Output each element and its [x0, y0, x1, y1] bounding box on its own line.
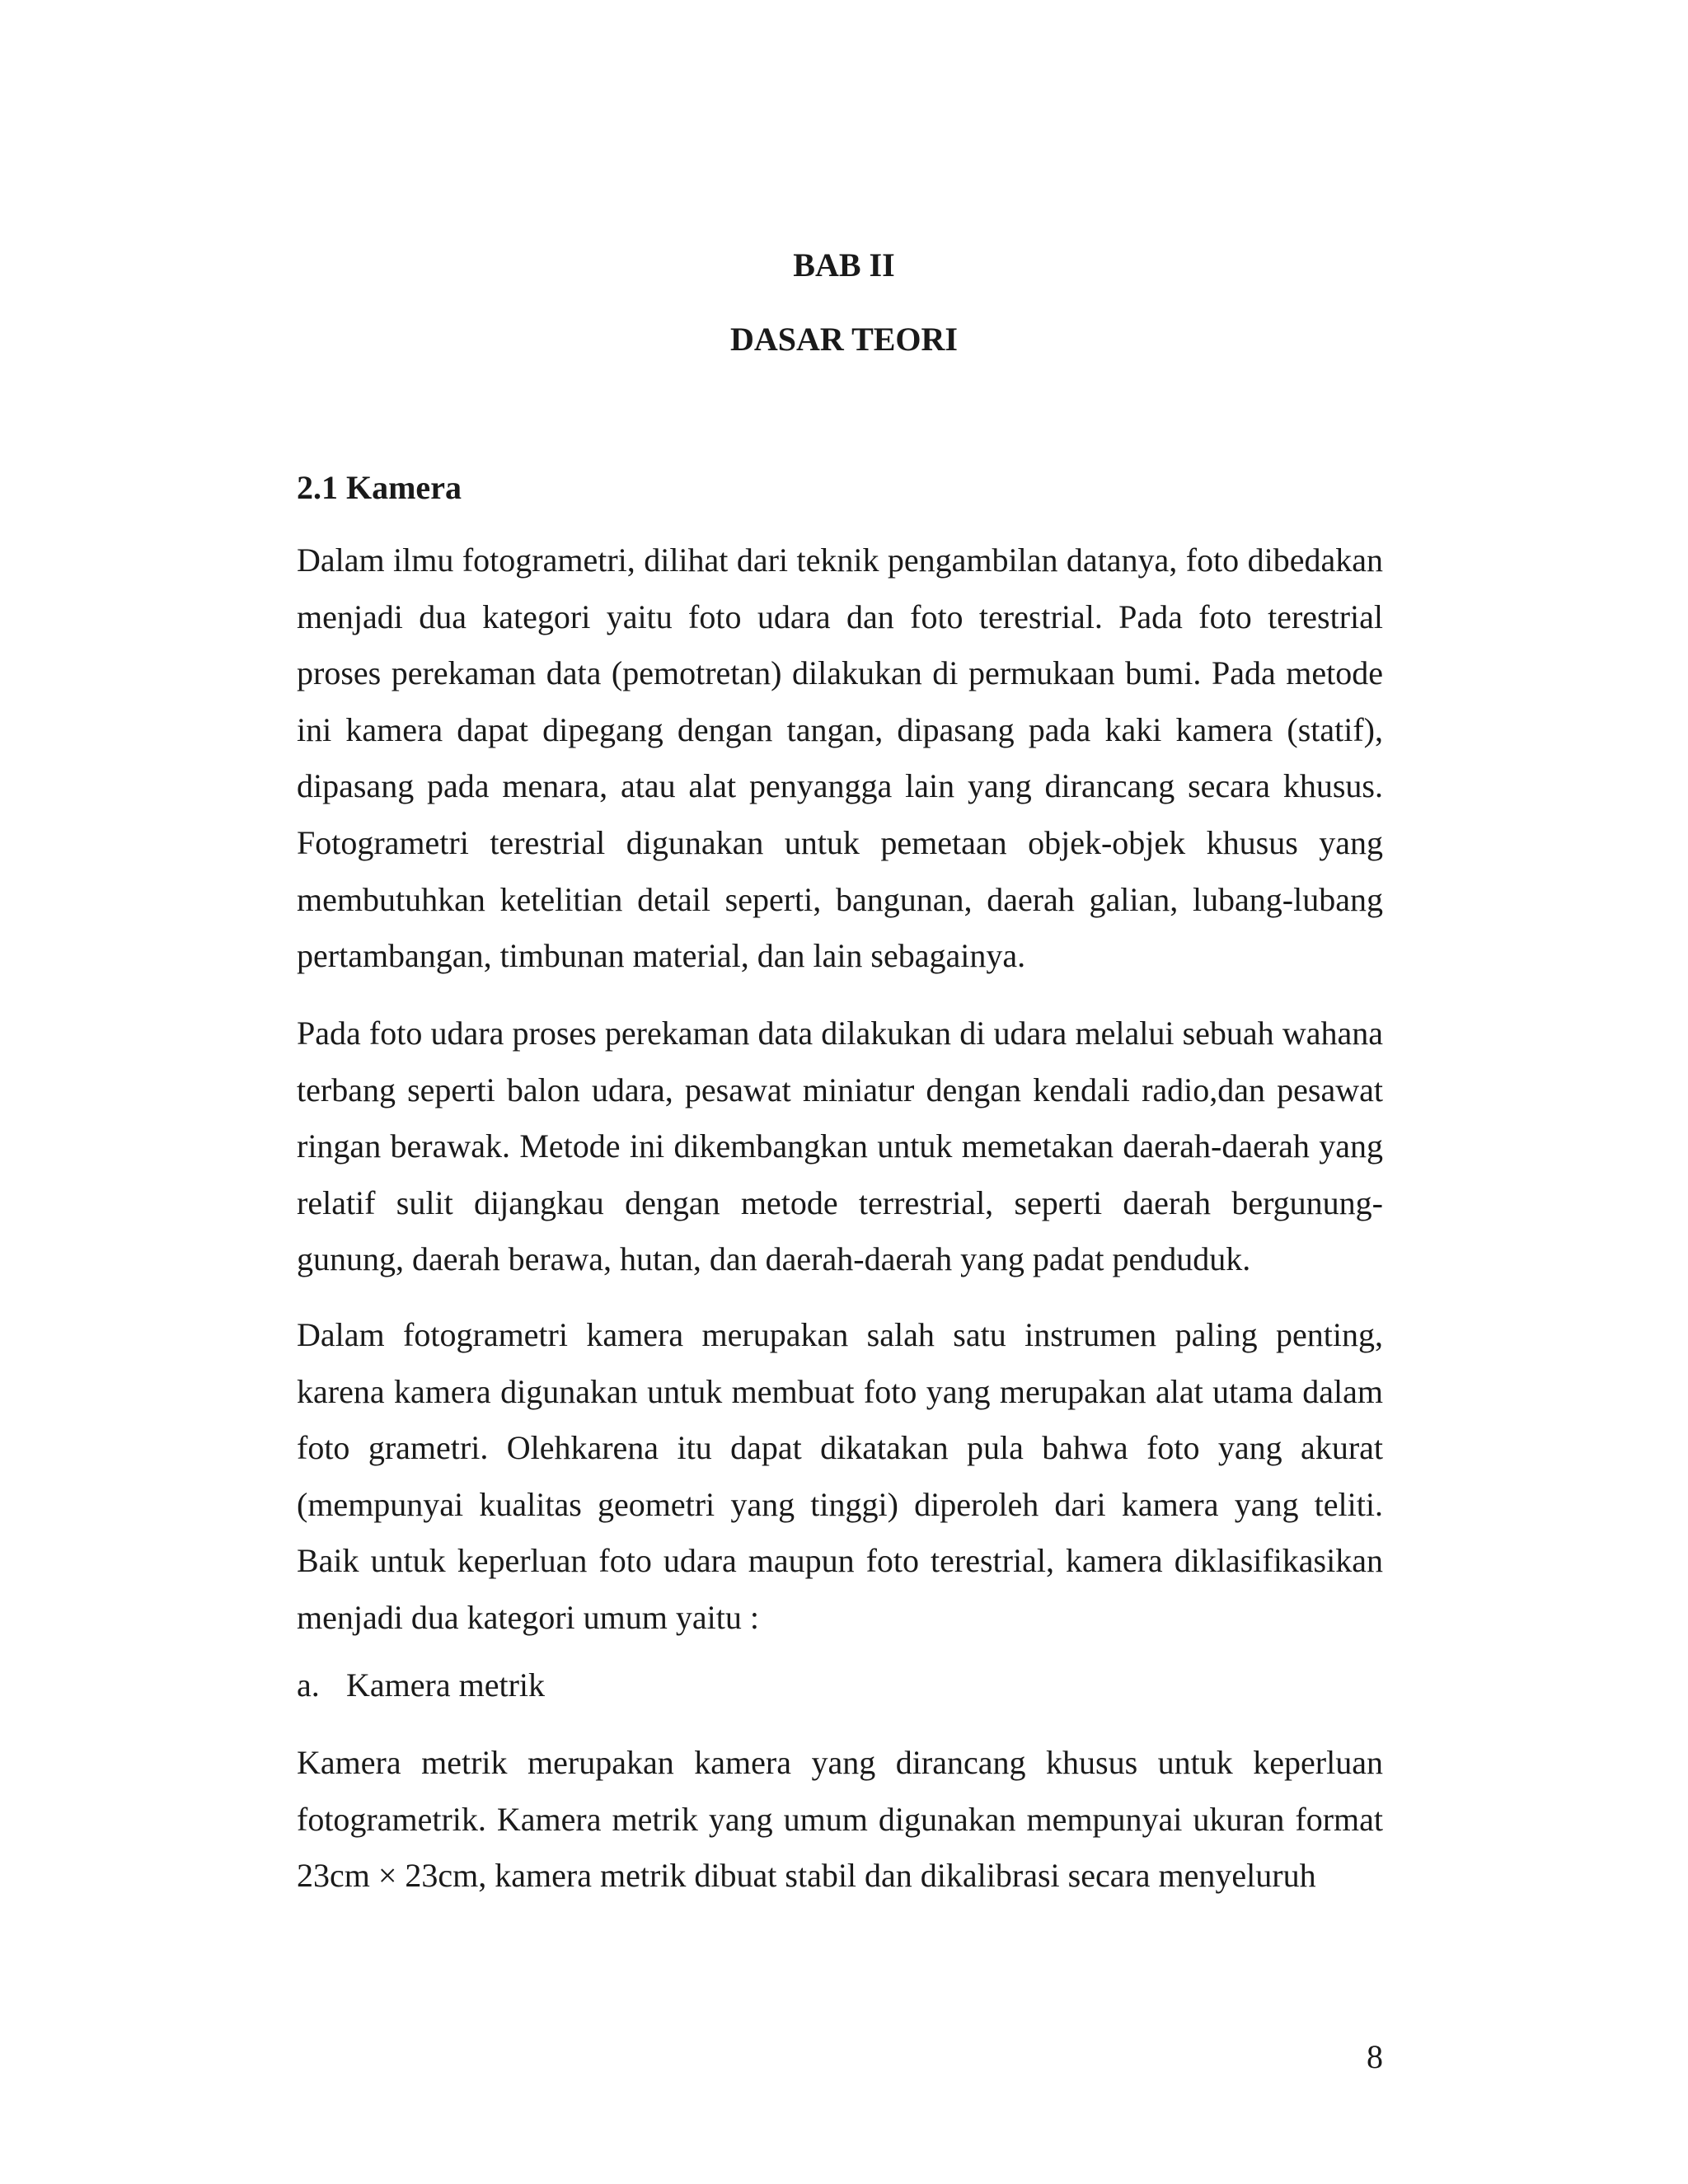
- list-item: [297, 1665, 545, 1706]
- body-paragraph: Pada foto udara proses perekaman data dilakukan di udara melalui sebuah wahana terbang seperti balon udara, pesawat miniatur dengan kendali radio,dan pesawat ringan berawak. Metode ini dikembangkan untuk memetakan daerah-daerah yang relatif sulit dijangkau dengan metode terrestrial, seperti daerah bergunung-gunung, daerah berawa, hutan, dan daerah-daerah yang padat penduduk.: [297, 1015, 1383, 1278]
- body-paragraph: Dalam fotogrametri kamera merupakan salah satu instrumen paling penting, karena kamera digunakan untuk membuat foto yang merupakan alat utama dalam foto grametri. Olehkarena itu dapat dikatakan pula bahwa foto yang akurat (mempunyai kualitas geometri yang tinggi) diperoleh dari kamera yang teliti. Baik untuk keperluan foto udara maupun foto terestrial, kamera diklasifikasikan menjadi dua kategori umum yaitu :: [297, 1316, 1383, 1636]
- body-paragraph: Kamera metrik merupakan kamera yang dirancang khusus untuk keperluan fotogrametrik. Kamera metrik yang umum digunakan mempunyai ukuran format 23cm × 23cm, kamera metrik dibuat stabil dan dikalibrasi secara menyeluruh: [297, 1744, 1383, 1895]
- list-marker: a.: [297, 1666, 320, 1704]
- section-heading: 2.1 Kamera: [297, 469, 462, 506]
- chapter-number: BAB II: [793, 246, 895, 284]
- page-number: 8: [1367, 2038, 1383, 2075]
- chapter-title: DASAR TEORI: [730, 321, 958, 358]
- body-paragraph: Dalam ilmu fotogrametri, dilihat dari teknik pengambilan datanya, foto dibedakan menjadi dua kategori yaitu foto udara dan foto terestrial. Pada foto terestrial proses perekaman data (pemotretan) dilakukan di permukaan bumi. Pada metode ini kamera dapat dipegang dengan tangan, dipasang pada kaki kamera (statif), dipasang pada menara, atau alat penyangga lain yang dirancang secara khusus. Fotogrametri terestrial digunakan untuk pemetaan objek-objek khusus yang membutuhkan ketelitian detail seperti, bangunan, daerah galian, lubang-lubang pertambangan, timbunan material, dan lain sebagainya.: [297, 541, 1383, 975]
- list-item-label: Kamera metrik: [346, 1666, 545, 1704]
